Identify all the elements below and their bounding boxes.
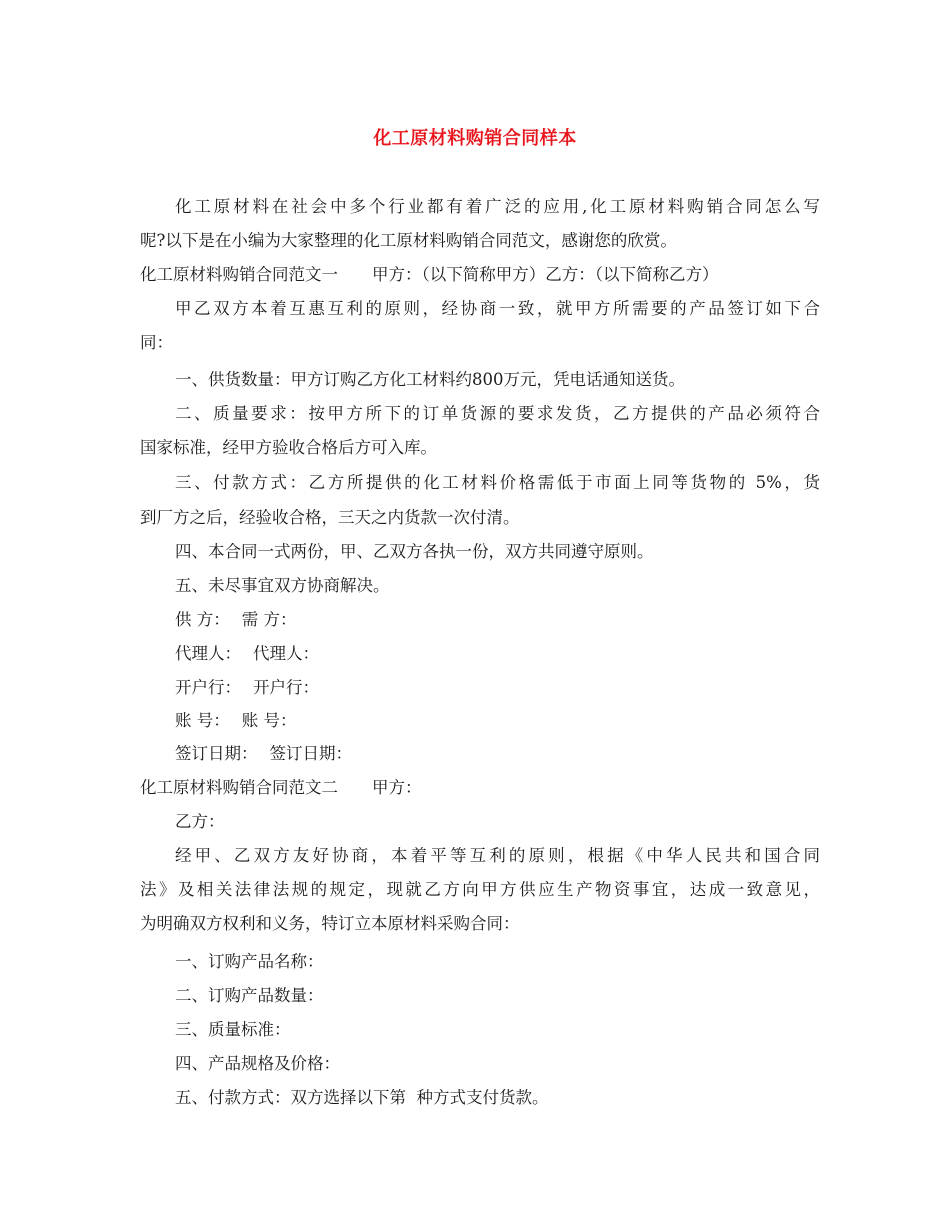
clause-line: 三、付款方式：乙方所提供的化工材料价格需低于市面上同等货物的 5%，货	[175, 473, 820, 492]
paragraph-line: 甲乙双方本着互惠互利的原则，经协商一致，就甲方所需要的产品签订如下合	[175, 299, 820, 318]
clause-line: 五、付款方式：双方选择以下第 种方式支付货款。	[175, 1088, 549, 1107]
document-title: 化工原材料购销合同样本	[373, 128, 577, 149]
paragraph-line: 为明确双方权利和义务，特订立本原材料采购合同：	[140, 914, 520, 933]
clause-line: 四、本合同一式两份，甲、乙双方各执一份，双方共同遵守原则。	[175, 542, 654, 561]
agent-label: 代理人：	[175, 644, 241, 663]
sample-heading: 化工原材料购销合同范文二	[140, 778, 338, 797]
clause-line: 二、订购产品数量：	[175, 986, 324, 1005]
agent-label: 代理人：	[253, 644, 319, 663]
paragraph-line: 同：	[140, 333, 173, 352]
sample-heading-line	[140, 264, 820, 286]
clause-line: 一、供货数量：甲方订购乙方化工材料约800万元，凭电话通知送货。	[175, 370, 685, 389]
supplier-label: 供 方：	[175, 610, 230, 629]
paragraph-line: 经甲、乙双方友好协商，本着平等互利的原则，根据《中华人民共和国合同	[175, 846, 820, 865]
clause-line: 五、未尽事宜双方协商解决。	[175, 576, 390, 595]
account-label: 账 号：	[175, 711, 230, 730]
sample-heading-line	[140, 777, 820, 799]
buyer-label: 需 方：	[241, 610, 297, 629]
sign-date-label: 签订日期：	[175, 744, 258, 763]
clause-line: 三、质量标准：	[175, 1020, 291, 1039]
bank-label: 开户行：	[253, 678, 319, 697]
paragraph-line: 化工原材料在社会中多个行业都有着广泛的应用,化工原材料购销合同怎么写	[175, 197, 820, 216]
paragraph-line: 法》及相关法律法规的规定，现就乙方向甲方供应生产物资事宜，达成一致意见，	[140, 880, 820, 899]
signature-row	[175, 710, 820, 732]
sign-date-label: 签订日期：	[269, 744, 352, 763]
clause-line: 二、质量要求：按甲方所下的订单货源的要求发货，乙方提供的产品必须符合	[175, 404, 820, 423]
clause-line: 一、订购产品名称：	[175, 952, 324, 971]
clause-line: 国家标准，经甲方验收合格后方可入库。	[140, 438, 437, 457]
party-line: 甲方：（以下简称甲方）乙方：（以下简称乙方）	[372, 265, 719, 284]
signature-row	[175, 677, 820, 699]
signature-row	[175, 609, 820, 631]
clause-line: 四、产品规格及价格：	[175, 1054, 340, 1073]
signature-row	[175, 643, 820, 665]
party-a-label: 甲方：	[372, 778, 422, 797]
signature-row	[175, 743, 820, 765]
clause-line: 到厂方之后，经验收合格，三天之内货款一次付清。	[140, 508, 520, 527]
party-b-label: 乙方：	[175, 812, 225, 831]
bank-label: 开户行：	[175, 678, 241, 697]
sample-heading: 化工原材料购销合同范文一	[140, 265, 338, 284]
paragraph-line: 呢?以下是在小编为大家整理的化工原材料购销合同范文，感谢您的欣赏。	[140, 231, 677, 250]
account-label: 账 号：	[241, 711, 297, 730]
